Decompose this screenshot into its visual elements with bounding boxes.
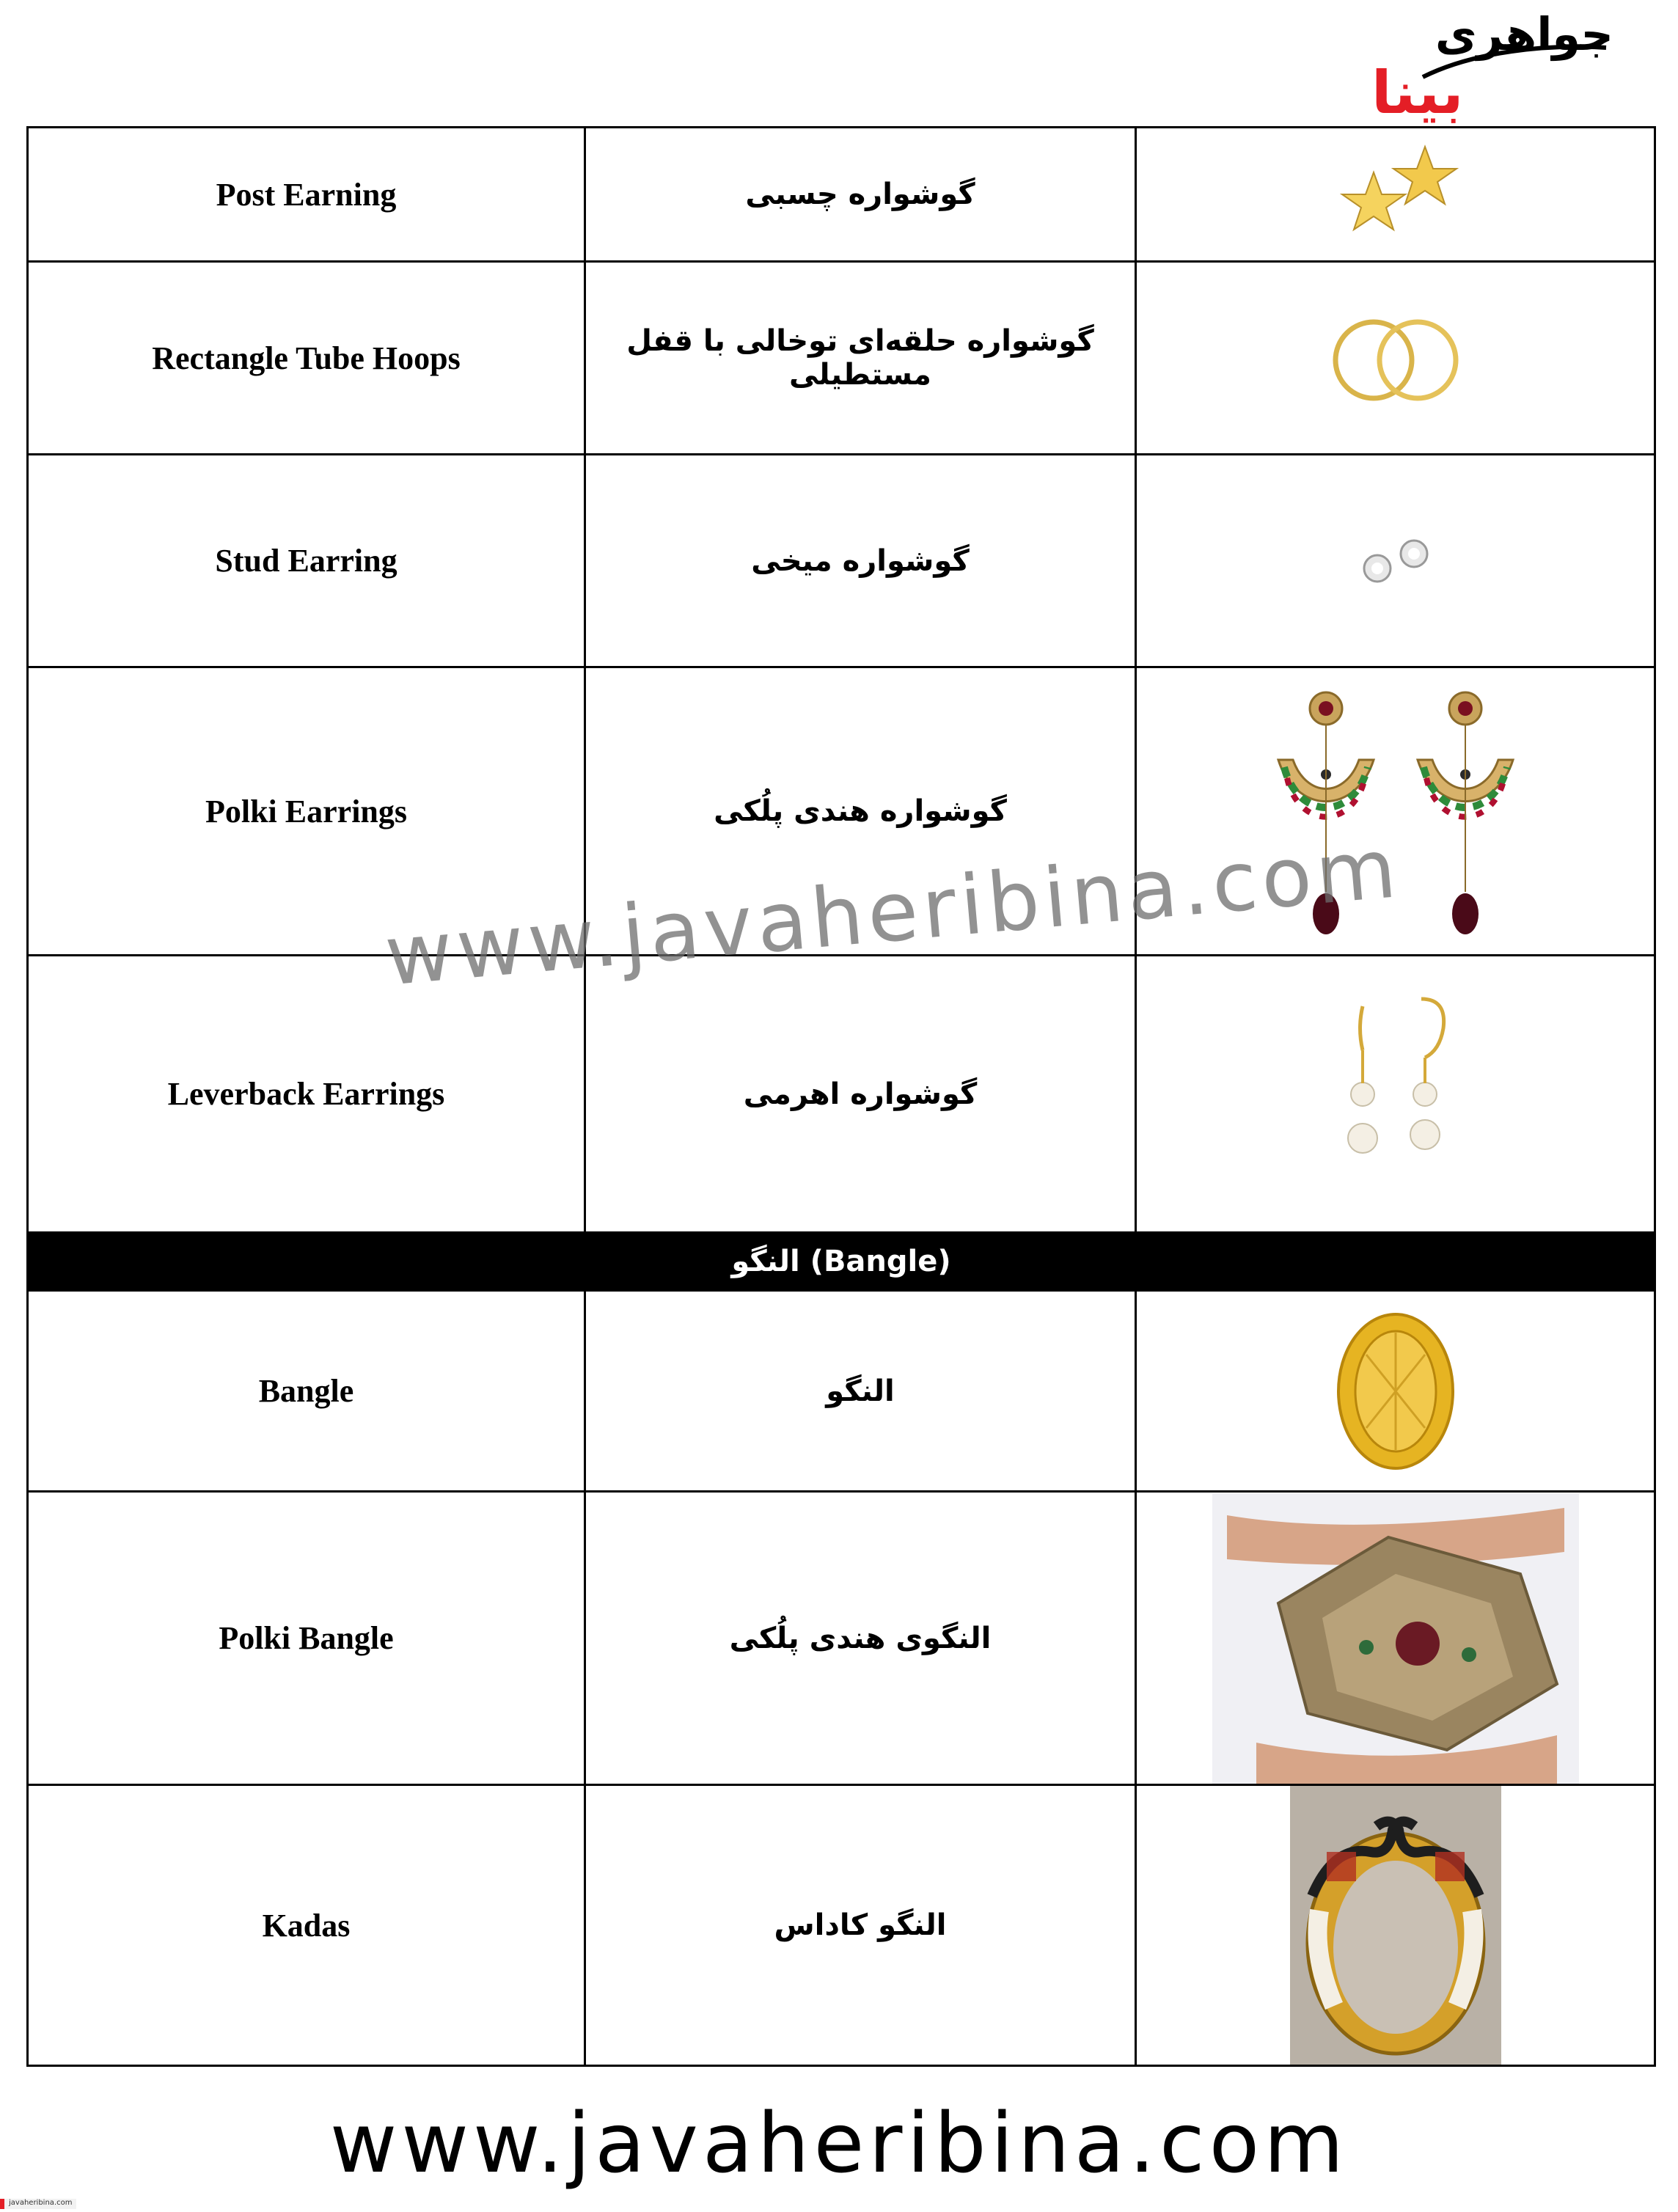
persian-name: النگو کاداس: [585, 1785, 1136, 2066]
product-image: [1136, 1291, 1655, 1492]
table-row: [28, 455, 1655, 667]
table-row: [28, 1785, 1655, 2066]
english-name: Polki Earrings: [28, 667, 585, 956]
product-image: [1136, 956, 1655, 1233]
watermark: www.javaheribina.com: [381, 820, 1404, 1005]
table-row: [28, 262, 1655, 455]
persian-name: گوشواره اهرمی: [585, 956, 1136, 1233]
persian-name: گوشواره میخی: [585, 455, 1136, 667]
table-row: [28, 128, 1655, 262]
corner-tag: javaheribina.com: [0, 2199, 76, 2209]
english-name: Leverback Earrings: [28, 956, 585, 1233]
table-row: [28, 1291, 1655, 1492]
english-name: Rectangle Tube Hoops: [28, 262, 585, 455]
star-earrings-icon: [1322, 139, 1469, 249]
polki-bangle-photo: [1212, 1493, 1579, 1784]
product-image: [1136, 455, 1655, 667]
brand-logo: [1364, 7, 1628, 139]
english-name: Kadas: [28, 1785, 585, 2066]
persian-name: النگوی هندی پلُکی: [585, 1492, 1136, 1785]
kadas-bangle-photo: [1290, 1786, 1501, 2065]
logo-top-text: جواهری: [1435, 7, 1613, 61]
table-row: [28, 1492, 1655, 1785]
persian-name: گوشواره هندی پلُکی: [585, 667, 1136, 956]
section-header-row: [28, 1233, 1655, 1291]
persian-name: گوشواره حلقه‌ای توخالی با قفل مستطیلی: [585, 262, 1136, 455]
english-name: Bangle: [28, 1291, 585, 1492]
english-name: Polki Bangle: [28, 1492, 585, 1785]
persian-name: النگو: [585, 1291, 1136, 1492]
footer-url[interactable]: www.javaheribina.com: [329, 2096, 1349, 2191]
product-image: [1136, 262, 1655, 455]
product-image: [1136, 128, 1655, 262]
table-row: [28, 956, 1655, 1233]
section-title: النگو (Bangle): [28, 1233, 1655, 1291]
product-image: [1136, 1492, 1655, 1785]
english-name: Post Earning: [28, 128, 585, 262]
stud-earrings-icon: [1344, 528, 1447, 594]
product-image: [1136, 1785, 1655, 2066]
jewelry-table: [26, 126, 1656, 2067]
logo-main-text: بینا: [1371, 59, 1464, 127]
gold-bangle-icon: [1322, 1303, 1469, 1479]
hoop-earrings-icon: [1326, 310, 1465, 406]
persian-name: گوشواره چسبی: [585, 128, 1136, 262]
english-name: Stud Earring: [28, 455, 585, 667]
leverback-earrings-icon: [1322, 992, 1469, 1197]
